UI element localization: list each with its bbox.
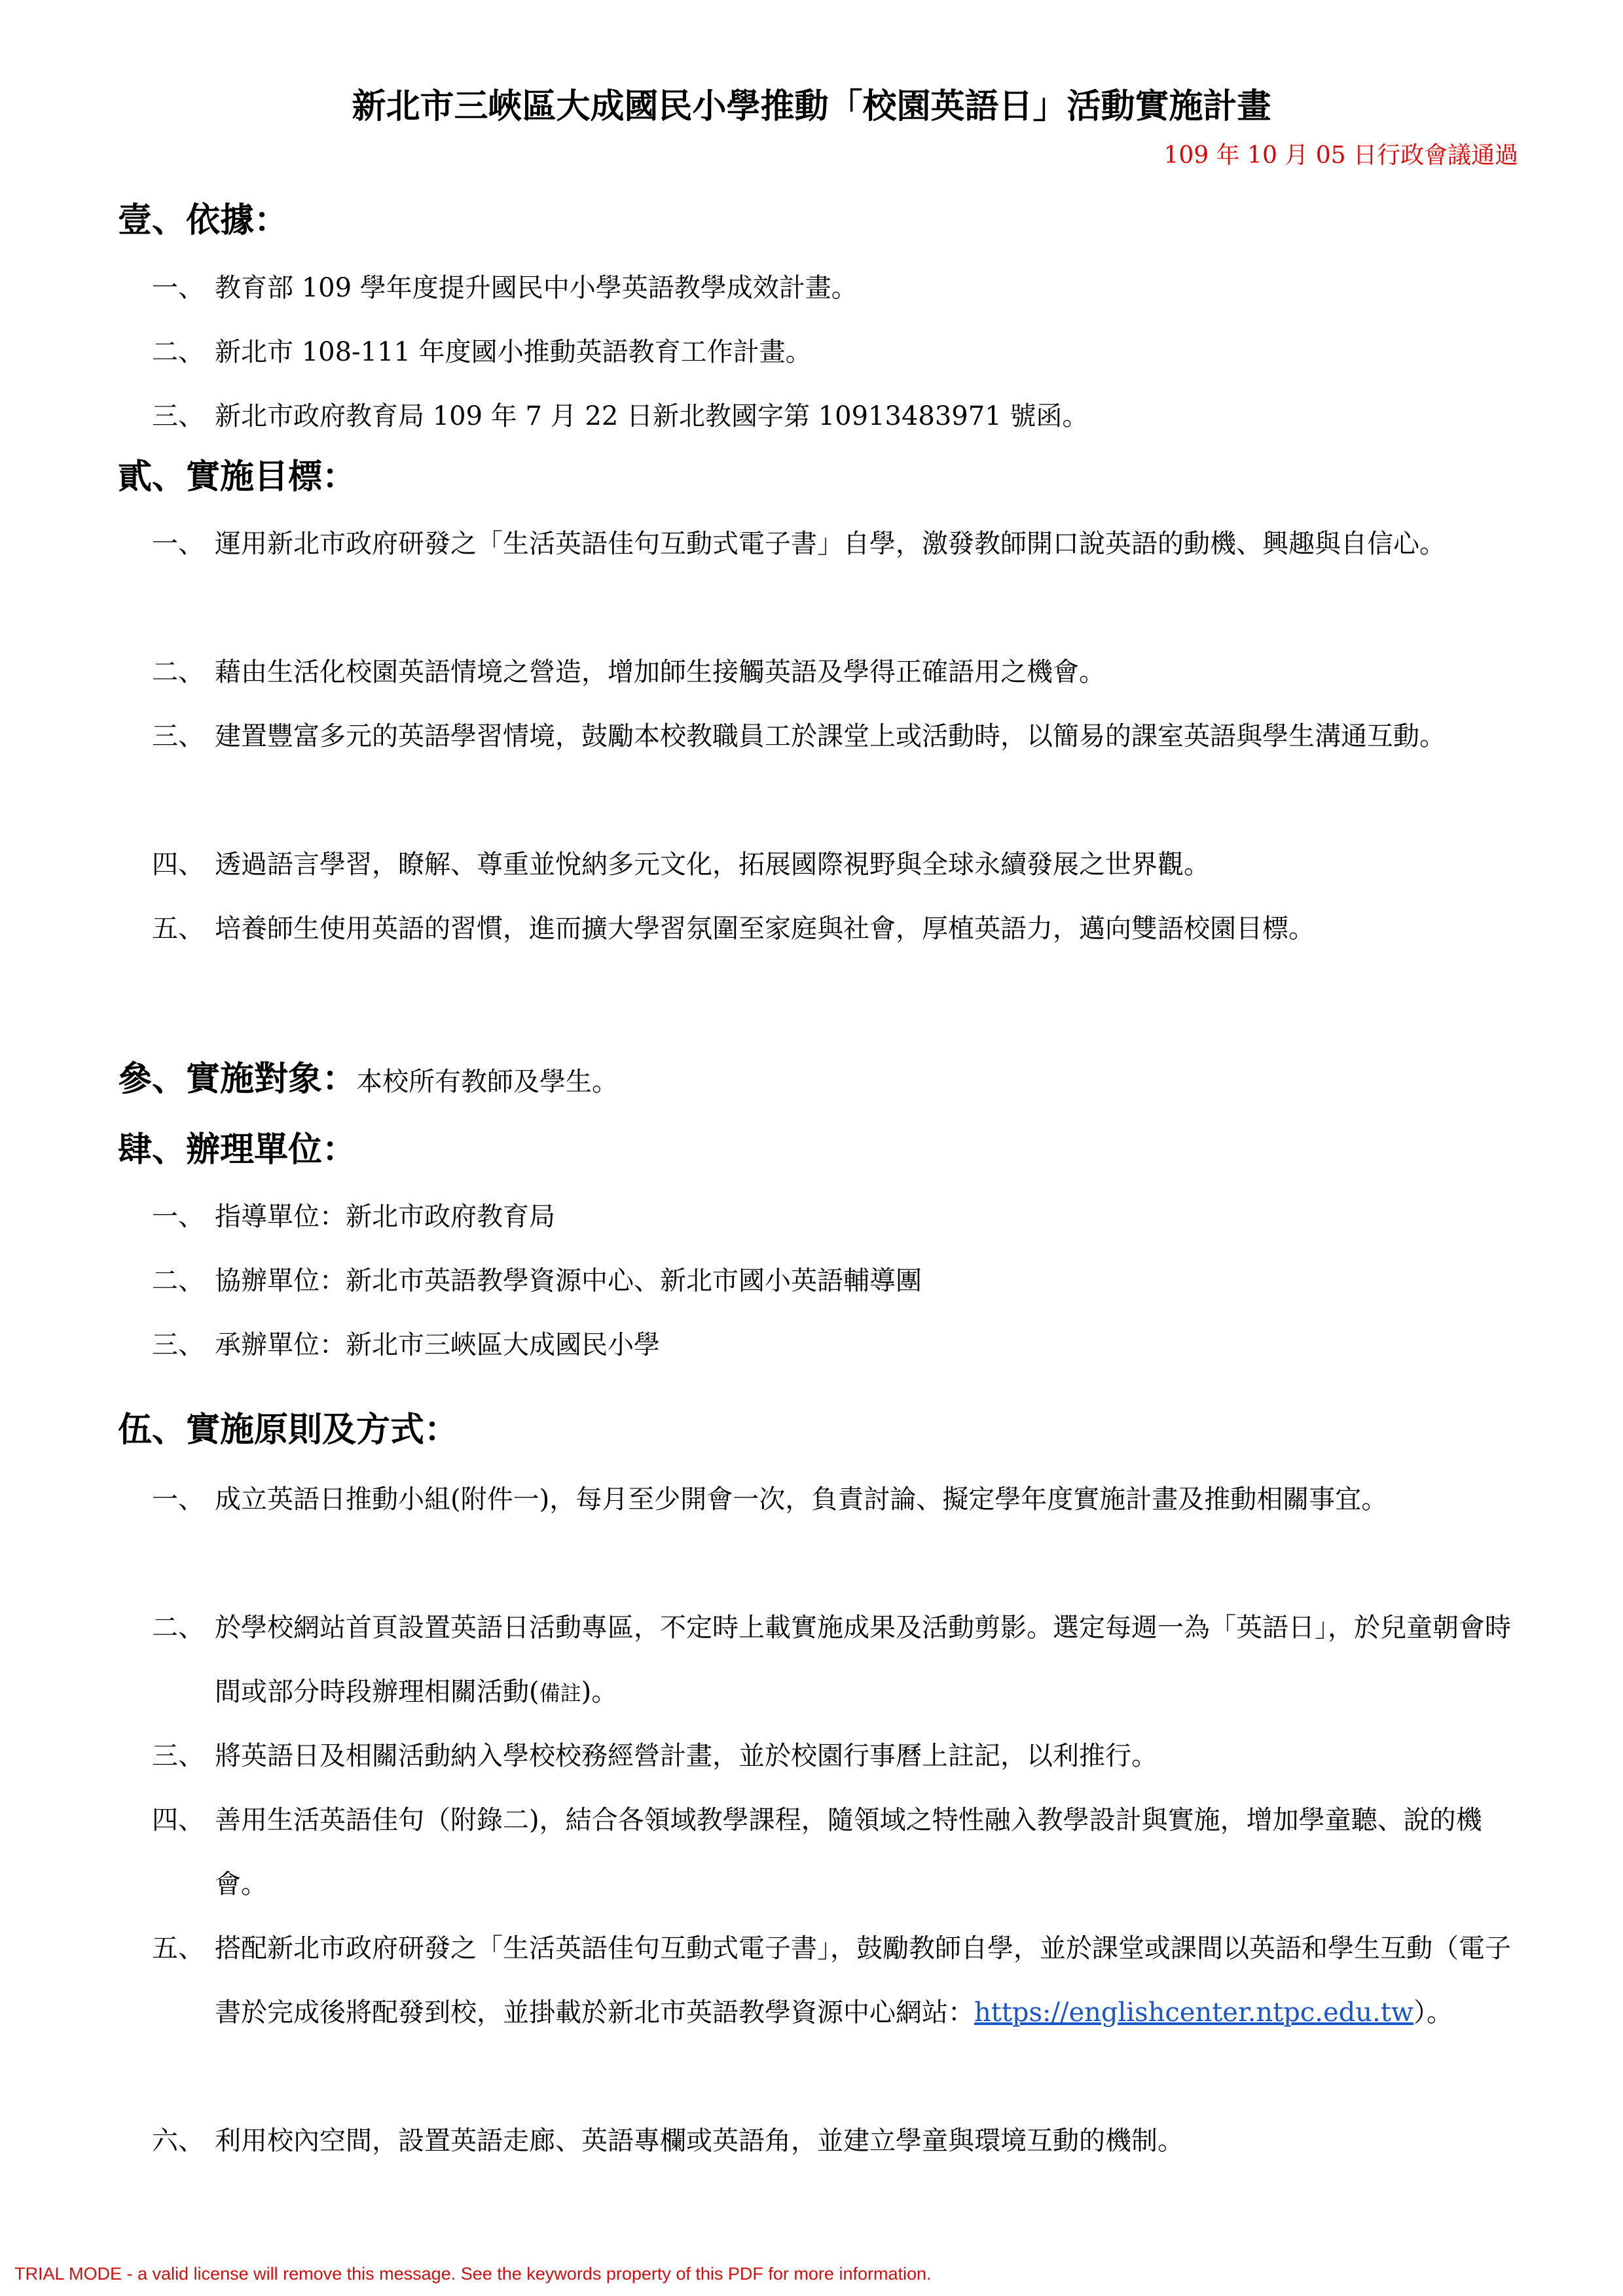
list-item [152, 1185, 1514, 1249]
item-text: 新北市 108-111 年度國小推動英語教育工作計畫。 [215, 337, 812, 367]
section-heading-objectives: 貳、實施目標： [118, 457, 357, 497]
item-text [215, 1916, 1514, 2045]
item-text: 將英語日及相關活動納入學校校務經營計畫，並於校園行事曆上註記，以利推行。 [215, 1741, 1158, 1771]
trial-mode-notice: TRIAL MODE - a valid license will remove this message. See the keywords property of this PDF for more information. [14, 2264, 932, 2284]
item-text: 協辦單位：新北市英語教學資源中心、新北市國小英語輔導團 [215, 1266, 922, 1296]
item-text: 利用校內空間，設置英語走廊、英語專欄或英語角，並建立學童與環境互動的機制。 [215, 2126, 1184, 2156]
remark-note: 備註 [539, 1681, 581, 1706]
item-number: 二、 [152, 1266, 204, 1296]
list-item [152, 320, 1514, 384]
item-text: 運用新北市政府研發之「生活英語佳句互動式電子書」自學，激發教師開口說英語的動機、興趣與自信心。 [215, 529, 1446, 559]
item-number: 六、 [152, 2126, 204, 2156]
item-number: 三、 [152, 1330, 204, 1360]
list-item [152, 1467, 1514, 1532]
item-text: 新北市政府教育局 109 年 7 月 22 日新北教國字第 10913483971 號函。 [215, 401, 1089, 431]
item-number: 三、 [152, 401, 204, 431]
list-item [152, 2109, 1514, 2173]
item-text: 成立英語日推動小組(附件一)，每月至少開會一次，負責討論、擬定學年度實施計畫及推動相關事宜。 [215, 1484, 1388, 1515]
section-heading-basis: 壹、依據： [118, 200, 289, 240]
list-item [152, 1249, 1514, 1313]
item-number: 三、 [152, 1741, 204, 1771]
item-number: 四、 [152, 1805, 204, 1835]
item-number: 一、 [152, 1484, 204, 1515]
item-text: 培養師生使用英語的習慣，進而擴大學習氛圍至家庭與社會，厚植英語力，邁向雙語校園目標。 [215, 914, 1315, 944]
item-text [215, 1596, 1514, 1725]
item-text: 透過語言學習，瞭解、尊重並悅納多元文化，拓展國際視野與全球永續發展之世界觀。 [215, 850, 1210, 880]
item-number: 五、 [152, 914, 204, 944]
item-text: 教育部 109 學年度提升國民中小學英語教學成效計畫。 [215, 273, 858, 303]
section-heading-target [118, 1050, 618, 1111]
list-item [152, 384, 1514, 448]
english-center-link[interactable]: https://englishcenter.ntpc.edu.tw [974, 1998, 1414, 2028]
section-heading-organizers: 肆、辦理單位： [118, 1130, 357, 1170]
list-item [152, 1724, 1514, 1788]
section-heading-target-label: 參、實施對象： [118, 1059, 357, 1099]
item-text: 承辦單位：新北市三峽區大成國民小學 [215, 1330, 660, 1360]
item-number: 一、 [152, 529, 204, 559]
item-number: 二、 [152, 1613, 204, 1643]
item-text-part: )。 [581, 1677, 618, 1707]
item-text-part: ）。 [1413, 1998, 1453, 2028]
list-item [152, 897, 1514, 961]
item-text: 建置豐富多元的英語學習情境，鼓勵本校教職員工於課堂上或活動時，以簡易的課室英語與學生溝通互動。 [215, 721, 1446, 751]
list-item [152, 704, 1514, 768]
item-number: 五、 [152, 1933, 204, 1964]
item-number: 二、 [152, 657, 204, 687]
item-text: 藉由生活化校園英語情境之營造，增加師生接觸英語及學得正確語用之機會。 [215, 657, 1105, 687]
document-title: 新北市三峽區大成國民小學推動「校園英語日」活動實施計畫 [352, 86, 1271, 126]
list-item [152, 1313, 1514, 1377]
approval-note: 109 年 10 月 05 日行政會議通過 [1163, 142, 1518, 169]
list-item [152, 833, 1514, 897]
item-text: 善用生活英語佳句（附錄二)，結合各領域教學課程，隨領域之特性融入教學設計與實施，增加學童聽、說的機會。 [215, 1805, 1482, 1899]
item-text-part: 搭配新北市政府研發之「生活英語佳句互動式電子書」，鼓勵教師自學，並於課堂或課間以英語和學生互動（電子書於完成後將配發到校，並掛載於新北市英語教學資源中心網站： [215, 1933, 1511, 2028]
item-number: 一、 [152, 273, 204, 303]
section-inline-text: 本校所有教師及學生。 [356, 1067, 619, 1097]
list-item [152, 1596, 1514, 1707]
list-item [152, 1916, 1514, 2028]
item-text: 指導單位：新北市政府教育局 [215, 1202, 555, 1232]
list-item [152, 512, 1514, 576]
item-number: 四、 [152, 850, 204, 880]
list-item [152, 256, 1514, 320]
item-number: 三、 [152, 721, 204, 751]
list-item [152, 1788, 1514, 1899]
item-number: 一、 [152, 1202, 204, 1232]
section-heading-principles: 伍、實施原則及方式： [118, 1410, 459, 1450]
item-number: 二、 [152, 337, 204, 367]
item-text-part: 於學校網站首頁設置英語日活動專區，不定時上載實施成果及活動剪影。選定每週一為「英語日」，於兒童朝會時間或部分時段辦理相關活動( [215, 1613, 1511, 1707]
list-item [152, 640, 1514, 704]
